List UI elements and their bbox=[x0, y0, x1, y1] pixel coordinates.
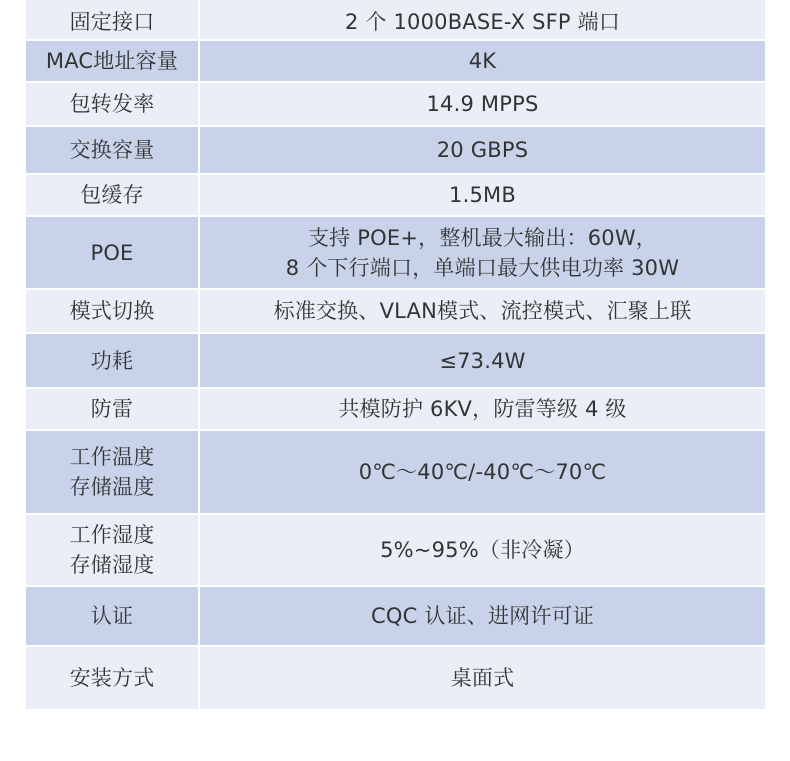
spec-label: 包转发率 bbox=[69, 92, 155, 116]
spec-value-cell bbox=[199, 646, 765, 709]
spec-value-cell bbox=[199, 40, 765, 82]
spec-value-cell bbox=[199, 126, 765, 174]
spec-label: 模式切换 bbox=[69, 299, 155, 323]
spec-value-cell bbox=[199, 82, 765, 126]
spec-row bbox=[26, 333, 765, 388]
spec-row bbox=[26, 82, 765, 126]
spec-row bbox=[26, 40, 765, 82]
spec-value: 标准交换、VLAN模式、流控模式、汇聚上联 bbox=[273, 299, 692, 323]
spec-value: CQC 认证、进网许可证 bbox=[371, 604, 594, 628]
spec-row bbox=[26, 514, 765, 586]
spec-label-cell bbox=[26, 388, 199, 430]
spec-value-cell bbox=[199, 388, 765, 430]
spec-label-cell bbox=[26, 333, 199, 388]
spec-value: 1.5MB bbox=[449, 183, 516, 207]
spec-value-cell bbox=[199, 333, 765, 388]
spec-value-cell bbox=[199, 216, 765, 289]
spec-value-cell bbox=[199, 174, 765, 216]
spec-row bbox=[26, 126, 765, 174]
spec-label: 安装方式 bbox=[69, 666, 155, 690]
spec-label-cell bbox=[26, 289, 199, 333]
spec-value: 14.9 MPPS bbox=[426, 92, 539, 116]
spec-label-cell bbox=[26, 174, 199, 216]
spec-row bbox=[26, 289, 765, 333]
spec-label-cell bbox=[26, 0, 199, 40]
spec-value-cell bbox=[199, 0, 765, 40]
spec-label: 固定接口 bbox=[69, 10, 155, 34]
spec-label: 包缓存 bbox=[80, 183, 144, 207]
spec-value: 支持 POE+，整机最大输出：60W， bbox=[307, 225, 658, 250]
spec-value: 2 个 1000BASE-X SFP 端口 bbox=[344, 10, 621, 34]
spec-value-cell bbox=[199, 430, 765, 514]
spec-label: 工作湿度 bbox=[69, 523, 155, 547]
spec-label-cell bbox=[26, 40, 199, 82]
spec-label: 功耗 bbox=[90, 348, 134, 373]
spec-label-cell bbox=[26, 430, 199, 514]
spec-row bbox=[26, 430, 765, 514]
spec-value: ≤73.4W bbox=[439, 348, 526, 373]
spec-table-body bbox=[26, 0, 765, 709]
spec-row bbox=[26, 174, 765, 216]
spec-value: 共模防护 6KV，防雷等级 4 级 bbox=[338, 397, 627, 421]
spec-label: 存储温度 bbox=[69, 475, 155, 499]
spec-value: 20 GBPS bbox=[436, 138, 529, 162]
spec-table bbox=[26, 0, 765, 709]
spec-value-cell bbox=[199, 289, 765, 333]
spec-label-cell bbox=[26, 646, 199, 709]
spec-row bbox=[26, 0, 765, 40]
spec-row bbox=[26, 586, 765, 646]
spec-label: MAC地址容量 bbox=[45, 49, 179, 73]
spec-label-cell bbox=[26, 514, 199, 586]
spec-label: 防雷 bbox=[90, 397, 134, 421]
spec-row bbox=[26, 646, 765, 709]
spec-label: 认证 bbox=[90, 604, 134, 628]
spec-value: 桌面式 bbox=[450, 666, 515, 690]
spec-value: 4K bbox=[468, 49, 497, 73]
spec-value: 0℃～40℃/-40℃～70℃ bbox=[358, 460, 607, 484]
spec-label: 交换容量 bbox=[69, 138, 155, 162]
spec-row bbox=[26, 388, 765, 430]
spec-label-cell bbox=[26, 126, 199, 174]
spec-label: 工作温度 bbox=[69, 445, 155, 469]
spec-label-cell bbox=[26, 82, 199, 126]
spec-label: 存储湿度 bbox=[69, 553, 155, 577]
spec-label: POE bbox=[90, 240, 134, 265]
spec-value: 5%~95%（非冷凝） bbox=[380, 538, 585, 562]
spec-value-cell bbox=[199, 586, 765, 646]
spec-label-cell bbox=[26, 586, 199, 646]
spec-row bbox=[26, 216, 765, 289]
spec-value: 8 个下行端口，单端口最大供电功率 30W bbox=[285, 255, 680, 280]
spec-label-cell bbox=[26, 216, 199, 289]
spec-value-cell bbox=[199, 514, 765, 586]
